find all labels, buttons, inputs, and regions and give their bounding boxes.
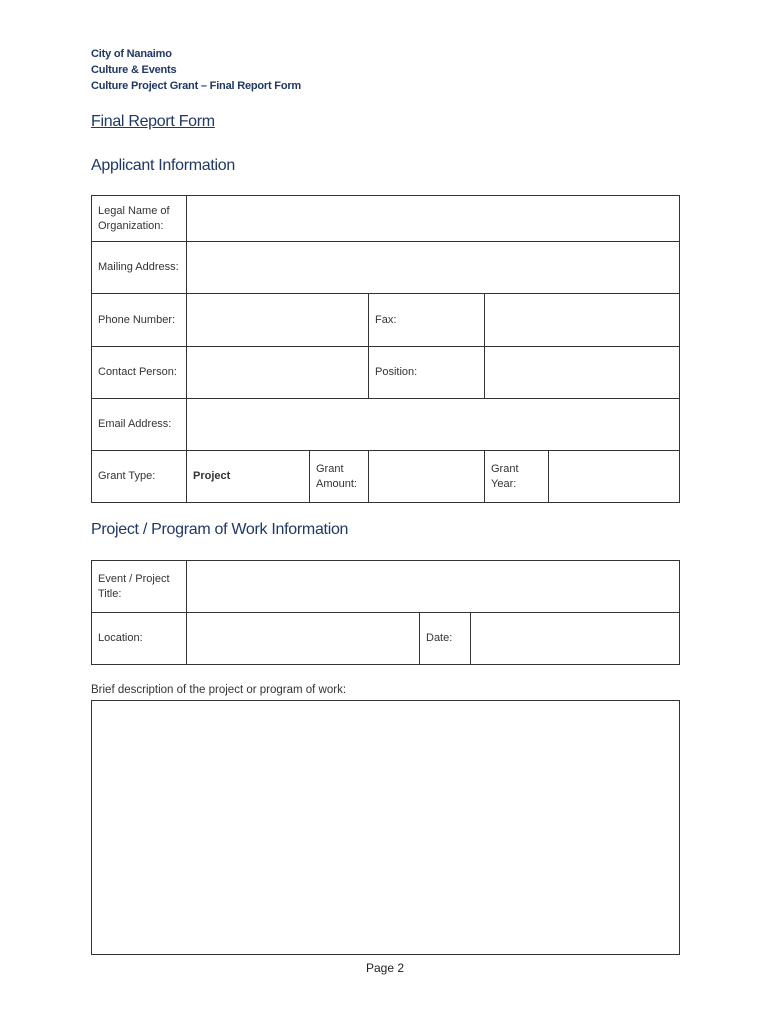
fax-field[interactable] bbox=[485, 294, 680, 347]
project-title-field[interactable] bbox=[187, 561, 680, 613]
date-field[interactable] bbox=[471, 613, 680, 665]
page-title: Final Report Form bbox=[91, 113, 215, 130]
contact-position-row bbox=[92, 347, 680, 399]
grant-type-label: Grant Type: bbox=[92, 451, 187, 503]
applicant-section-heading: Applicant Information bbox=[91, 157, 236, 174]
grant-year-field[interactable] bbox=[549, 451, 680, 503]
project-section-heading: Project / Program of Work Information bbox=[91, 521, 349, 538]
project-info-table bbox=[91, 560, 680, 665]
mailing-address-label: Mailing Address: bbox=[92, 242, 187, 294]
legal-name-field[interactable] bbox=[187, 196, 680, 242]
grant-type-value[interactable]: Project bbox=[187, 451, 310, 503]
grant-amount-field[interactable] bbox=[369, 451, 485, 503]
position-label: Position: bbox=[369, 347, 485, 399]
header-department: Culture & Events bbox=[91, 64, 177, 76]
phone-label: Phone Number: bbox=[92, 294, 187, 347]
email-field[interactable] bbox=[187, 399, 680, 451]
mailing-address-row bbox=[92, 242, 680, 294]
legal-name-label: Legal Name of Organization: bbox=[92, 196, 187, 242]
date-label: Date: bbox=[420, 613, 471, 665]
email-row bbox=[92, 399, 680, 451]
location-label: Location: bbox=[92, 613, 187, 665]
grant-amount-label: Grant Amount: bbox=[310, 451, 369, 503]
header-form-name: Culture Project Grant – Final Report Form bbox=[91, 80, 301, 92]
phone-fax-row bbox=[92, 294, 680, 347]
location-date-row bbox=[92, 613, 680, 665]
fax-label: Fax: bbox=[369, 294, 485, 347]
header-city: City of Nanaimo bbox=[91, 48, 172, 60]
contact-person-label: Contact Person: bbox=[92, 347, 187, 399]
location-field[interactable] bbox=[187, 613, 420, 665]
phone-field[interactable] bbox=[187, 294, 369, 347]
position-field[interactable] bbox=[485, 347, 680, 399]
page-number: Page 2 bbox=[365, 961, 405, 975]
grant-year-label: Grant Year: bbox=[485, 451, 549, 503]
email-label: Email Address: bbox=[92, 399, 187, 451]
project-title-label: Event / Project Title: bbox=[92, 561, 187, 613]
project-title-row bbox=[92, 561, 680, 613]
description-textarea[interactable] bbox=[91, 700, 680, 955]
description-label: Brief description of the project or program of work: bbox=[91, 684, 347, 696]
applicant-info-table bbox=[91, 195, 680, 503]
grant-row bbox=[92, 451, 680, 503]
mailing-address-field[interactable] bbox=[187, 242, 680, 294]
contact-person-field[interactable] bbox=[187, 347, 369, 399]
legal-name-row bbox=[92, 196, 680, 242]
